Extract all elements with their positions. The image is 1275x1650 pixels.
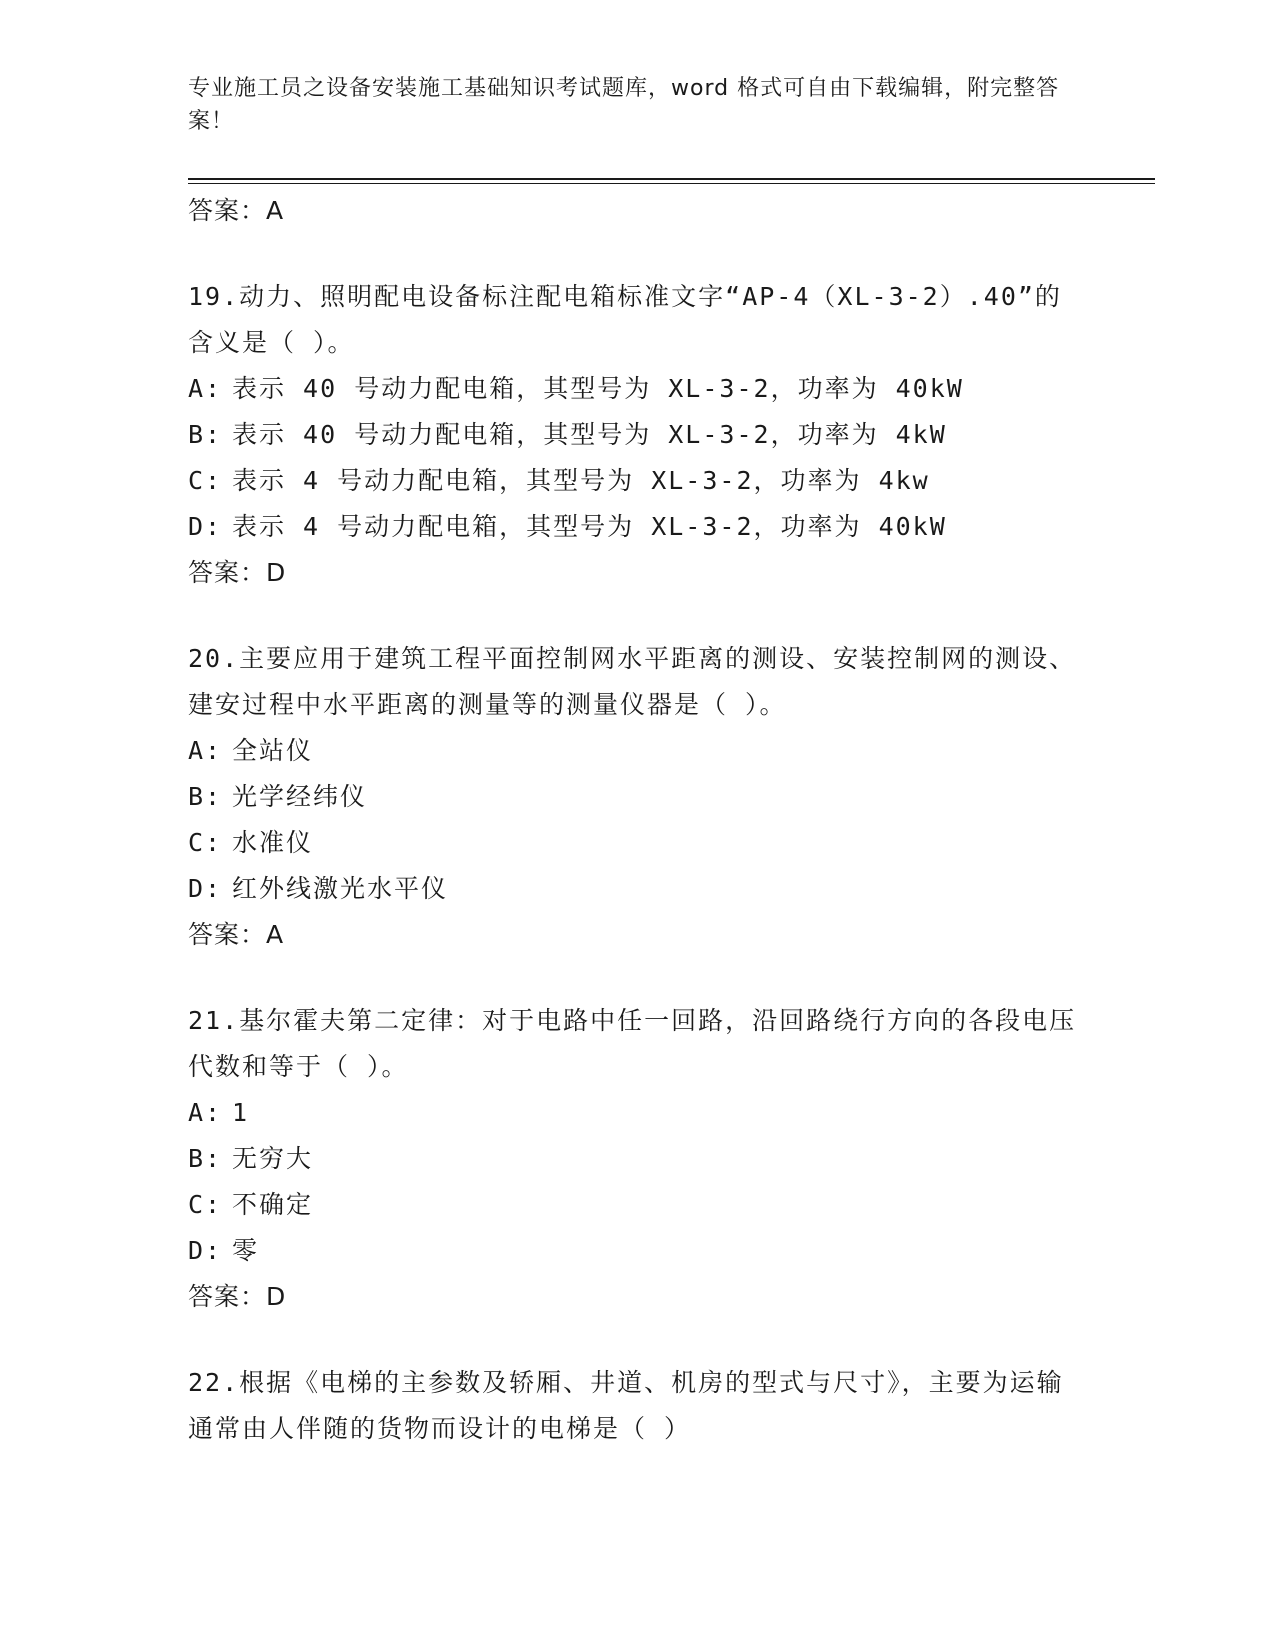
option-a [188,728,1088,774]
option-b [188,774,1088,820]
option-c [188,820,1088,866]
option-text: 表示 4 号动力配电箱，其型号为 XL-3-2，功率为 4kw [232,466,930,495]
document-header: 专业施工员之设备安装施工基础知识考试题库，word 格式可自由下载编辑，附完整答案！ [188,76,1060,134]
question-text: 19.动力、照明配电设备标注配电箱标准文字“AP-4（XL-3-2）.40”的含义是（ ）。 [188,282,1062,357]
option-text: 表示 40 号动力配电箱，其型号为 XL-3-2，功率为 4kW [232,420,947,449]
option-letter: A: [188,736,223,765]
header-divider-thin [188,183,1155,184]
option-text: 无穷大 [232,1144,314,1173]
option-b [188,412,1088,458]
option-letter: A: [188,374,223,403]
option-letter: D: [188,874,223,903]
answer-line: 答案：A [188,920,285,949]
answer-line: 答案：D [188,1282,287,1311]
option-text: 1 [232,1098,250,1127]
question-22 [188,1360,1088,1452]
option-d [188,866,1088,912]
option-d [188,1228,1088,1274]
option-a [188,366,1088,412]
option-text: 表示 40 号动力配电箱，其型号为 XL-3-2，功率为 40kW [232,374,964,403]
option-a [188,1090,1088,1136]
question-text: 22.根据《电梯的主参数及轿厢、井道、机房的型式与尺寸》，主要为运输通常由人伴随的货物而设计的电梯是（ ） [188,1368,1064,1443]
option-c [188,1182,1088,1228]
option-text: 不确定 [232,1190,314,1219]
question-20 [188,636,1088,958]
option-c [188,458,1088,504]
option-text: 表示 4 号动力配电箱，其型号为 XL-3-2，功率为 40kW [232,512,947,541]
option-letter: C: [188,828,223,857]
option-letter: D: [188,1236,223,1265]
option-letter: C: [188,1190,223,1219]
option-text: 红外线激光水平仪 [232,874,449,903]
option-letter: C: [188,466,223,495]
option-letter: D: [188,512,223,541]
option-letter: B: [188,782,223,811]
question-21 [188,998,1088,1320]
option-text: 零 [232,1236,260,1265]
option-letter: B: [188,420,223,449]
question-19 [188,274,1088,596]
document-body [188,188,1088,1452]
header-divider-thick [188,178,1155,180]
question-text: 20.主要应用于建筑工程平面控制网水平距离的测设、安装控制网的测设、建安过程中水平距离的测量等的测量仪器是（ ）。 [188,644,1077,719]
option-letter: A: [188,1098,223,1127]
option-text: 光学经纬仪 [232,782,368,811]
option-text: 全站仪 [232,736,314,765]
option-d [188,504,1088,550]
option-letter: B: [188,1144,223,1173]
option-text: 水准仪 [232,828,314,857]
question-text: 21.基尔霍夫第二定律：对于电路中任一回路，沿回路绕行方向的各段电压代数和等于（ ）。 [188,1006,1077,1081]
answer-line: 答案：D [188,558,287,587]
answer-line: 答案：A [188,196,285,225]
option-b [188,1136,1088,1182]
